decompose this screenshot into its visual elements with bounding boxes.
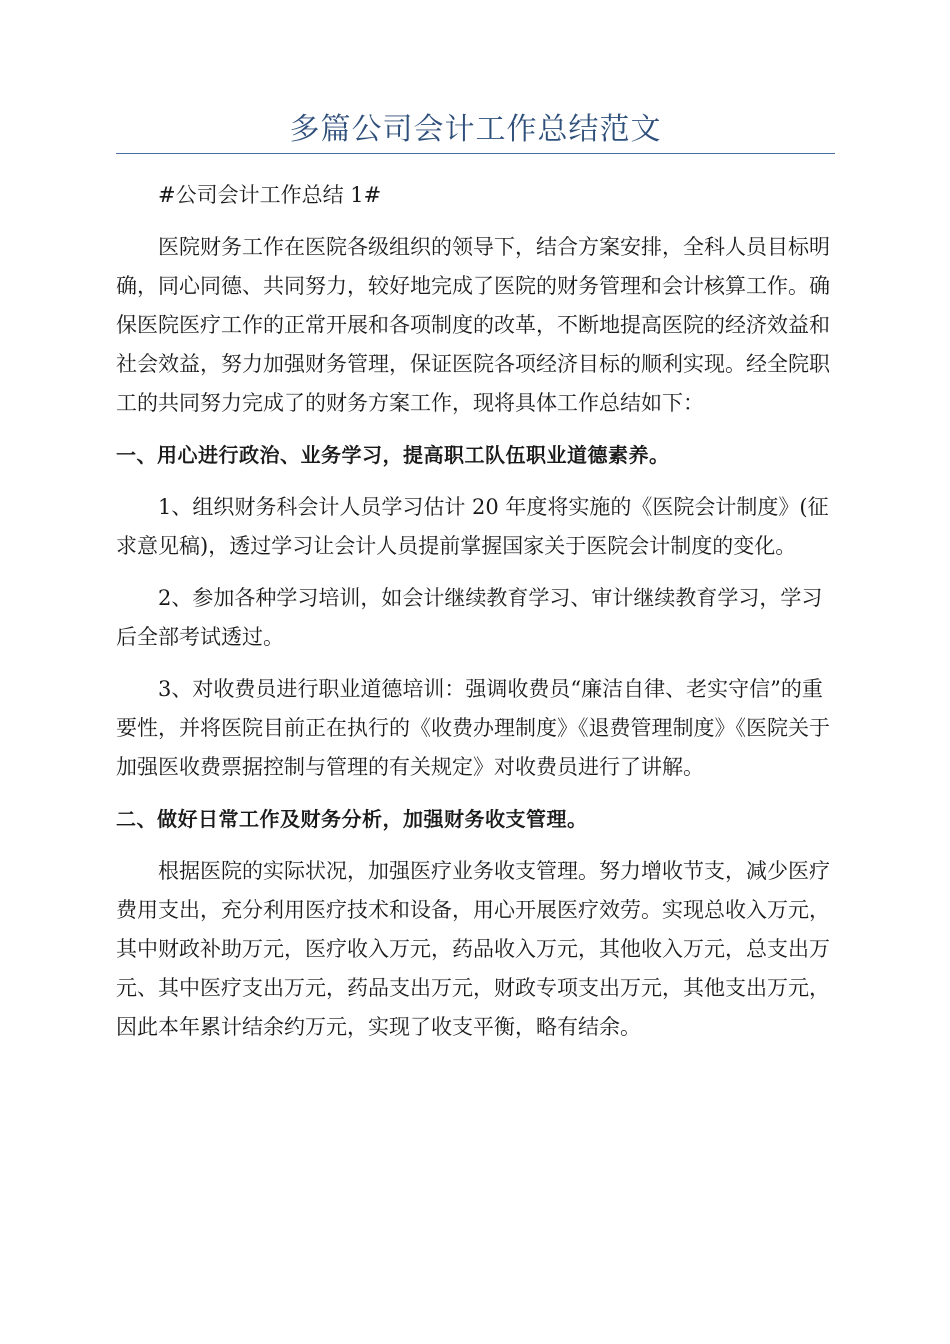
document-body: [116, 176, 835, 1060]
section-marker: #公司会计工作总结 1#: [158, 183, 382, 207]
list-item-1: 1、组织财务科会计人员学习估计 20 年度将实施的《医院会计制度》(征求意见稿)，透过学习让会计人员提前掌握国家关于医院会计制度的变化。: [116, 495, 829, 558]
list-item-3: 3、对收费员进行职业道德培训：强调收费员“廉洁自律、老实守信”的重要性，并将医院目前正在执行的《收费办理制度》《退费管理制度》《医院关于加强医收费票据控制与管理的有关规定》对收费员进行了讲解。: [116, 677, 830, 779]
title-underline: [116, 153, 835, 154]
intro-paragraph: 医院财务工作在医院各级组织的领导下，结合方案安排，全科人员目标明确，同心同德、共同努力，较好地完成了医院的财务管理和会计核算工作。确保医院医疗工作的正常开展和各项制度的改革，不断地提高医院的经济效益和社会效益，努力加强财务管理，保证医院各项经济目标的顺利实现。经全院职工的共同努力完成了的财务方案工作，现将具体工作总结如下：: [116, 235, 830, 415]
section-heading-2: 二、做好日常工作及财务分析，加强财务收支管理。: [116, 807, 588, 831]
document-title: 多篇公司会计工作总结范文: [289, 112, 662, 147]
section-heading-1: 一、用心进行政治、业务学习，提高职工队伍职业道德素养。: [116, 443, 670, 467]
list-item-2: 2、参加各种学习培训，如会计继续教育学习、审计继续教育学习，学习后全部考试透过。: [116, 586, 823, 649]
finance-paragraph: 根据医院的实际状况，加强医疗业务收支管理。努力增收节支，减少医疗费用支出，充分利用医疗技术和设备，用心开展医疗效劳。实现总收入万元，其中财政补助万元，医疗收入万元，药品收入万元，其他收入万元，总支出万元、其中医疗支出万元，药品支出万元，财政专项支出万元，其他支出万元，因此本年累计结余约万元，实现了收支平衡，略有结余。: [116, 859, 830, 1039]
